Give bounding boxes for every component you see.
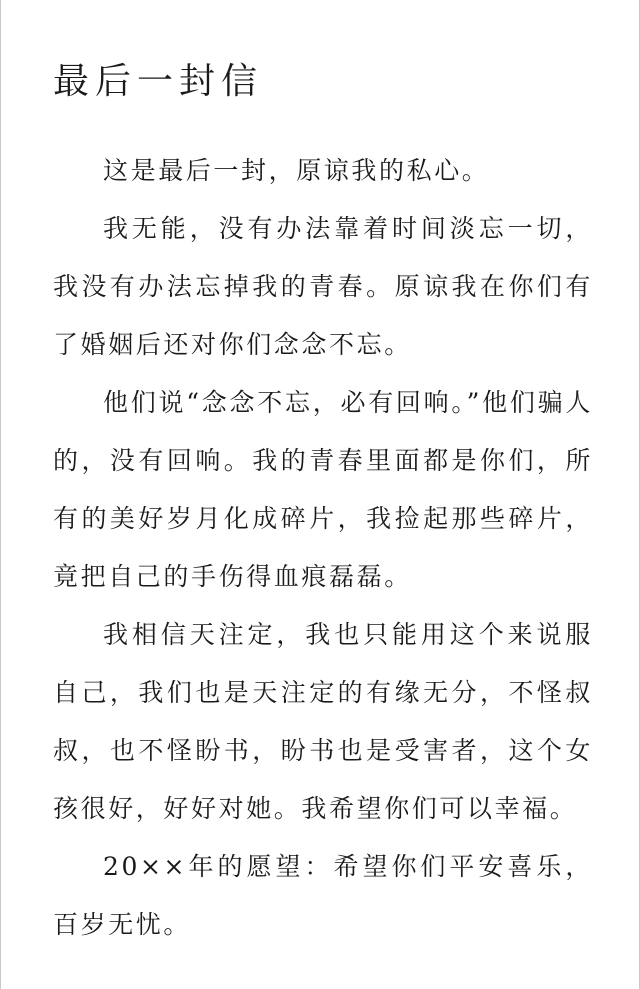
- paragraph-1: 这是最后一封，原谅我的私心。: [103, 156, 490, 185]
- paragraph-3: 他们说“念念不忘，必有回响。”他们骗人的，没有回响。我的青春里面都是你们，所有的美好岁月化成碎片，我捡起那些碎片，竟把自己的手伤得血痕磊磊。: [53, 388, 593, 591]
- paragraph-2: 我无能，没有办法靠着时间淡忘一切，我没有办法忘掉我的青春。原谅我在你们有了婚姻后还对你们念念不忘。: [53, 214, 593, 359]
- letter-body: [53, 142, 593, 954]
- paragraph-4: 我相信天注定，我也只能用这个来说服自己，我们也是天注定的有缘无分，不怪叔叔，也不怪盼书，盼书也是受害者，这个女孩很好，好好对她。我希望你们可以幸福。: [53, 620, 593, 823]
- page-title: 最后一封信: [53, 61, 264, 102]
- paragraph-5: 20××年的愿望：希望你们平安喜乐，百岁无忧。: [53, 852, 593, 939]
